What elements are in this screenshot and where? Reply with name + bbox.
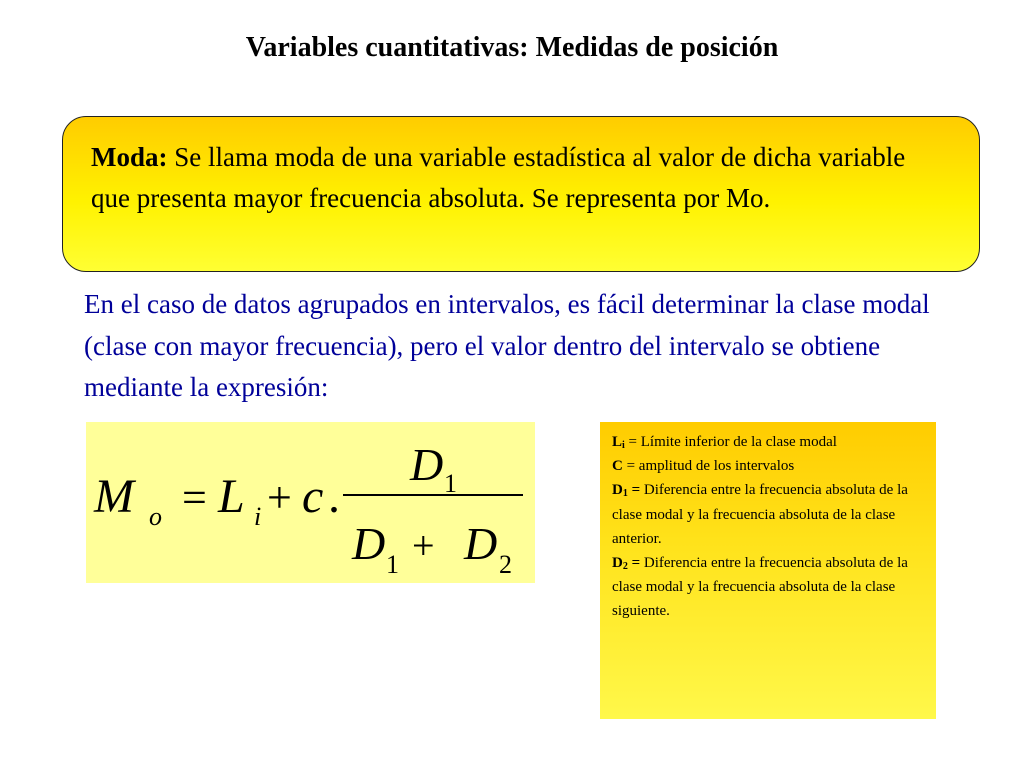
formula-num-sub: 1: [444, 469, 457, 498]
formula-box: [86, 422, 535, 583]
legend-box: [600, 422, 936, 719]
intro-paragraph: En el caso de datos agrupados en intervalos, es fácil determinar la clase modal (clase con mayor frecuencia), pero el valor dentro del intervalo se obtiene mediante la expresión:: [84, 289, 930, 402]
formula-dot: .: [328, 470, 340, 523]
formula-den-sub1: 1: [386, 550, 399, 579]
formula-plus: +: [267, 473, 292, 522]
legend-c: C = amplitud de los intervalos: [612, 458, 795, 475]
formula-equals: =: [182, 473, 207, 522]
slide-title: Variables cuantitativas: Medidas de posición: [245, 32, 779, 63]
definition-term: Moda:: [91, 142, 168, 172]
formula-den-D1: D: [352, 518, 386, 569]
formula-c: c: [302, 470, 324, 523]
formula-o-sub: o: [149, 502, 162, 531]
definition-text: Se llama moda de una variable estadística al valor de dicha variable que presenta mayor frecuencia absoluta. Se representa por Mo.: [91, 142, 906, 213]
legend-li: $L_i$ = Límite inferior de la clase modal: [612, 434, 837, 451]
formula-den-plus: +: [412, 523, 435, 568]
mode-formula: [86, 422, 535, 583]
legend-d1: $D_1$ = Diferencia entre la frecuencia absoluta de la clase modal y la frecuencia absoluta de la clase anterior.: [612, 482, 908, 547]
formula-den-D2: D: [464, 518, 498, 569]
formula-i-sub: i: [254, 502, 262, 531]
formula-den-sub2: 2: [499, 550, 512, 579]
formula-num-D: D: [410, 439, 444, 490]
formula-M: M: [94, 470, 134, 523]
formula-L: L: [218, 470, 245, 523]
definition-box: [62, 116, 980, 272]
legend-d2: $D_2$ = Diferencia entre la frecuencia absoluta de la clase modal y la frecuencia absoluta de la clase siguiente.: [612, 555, 908, 620]
